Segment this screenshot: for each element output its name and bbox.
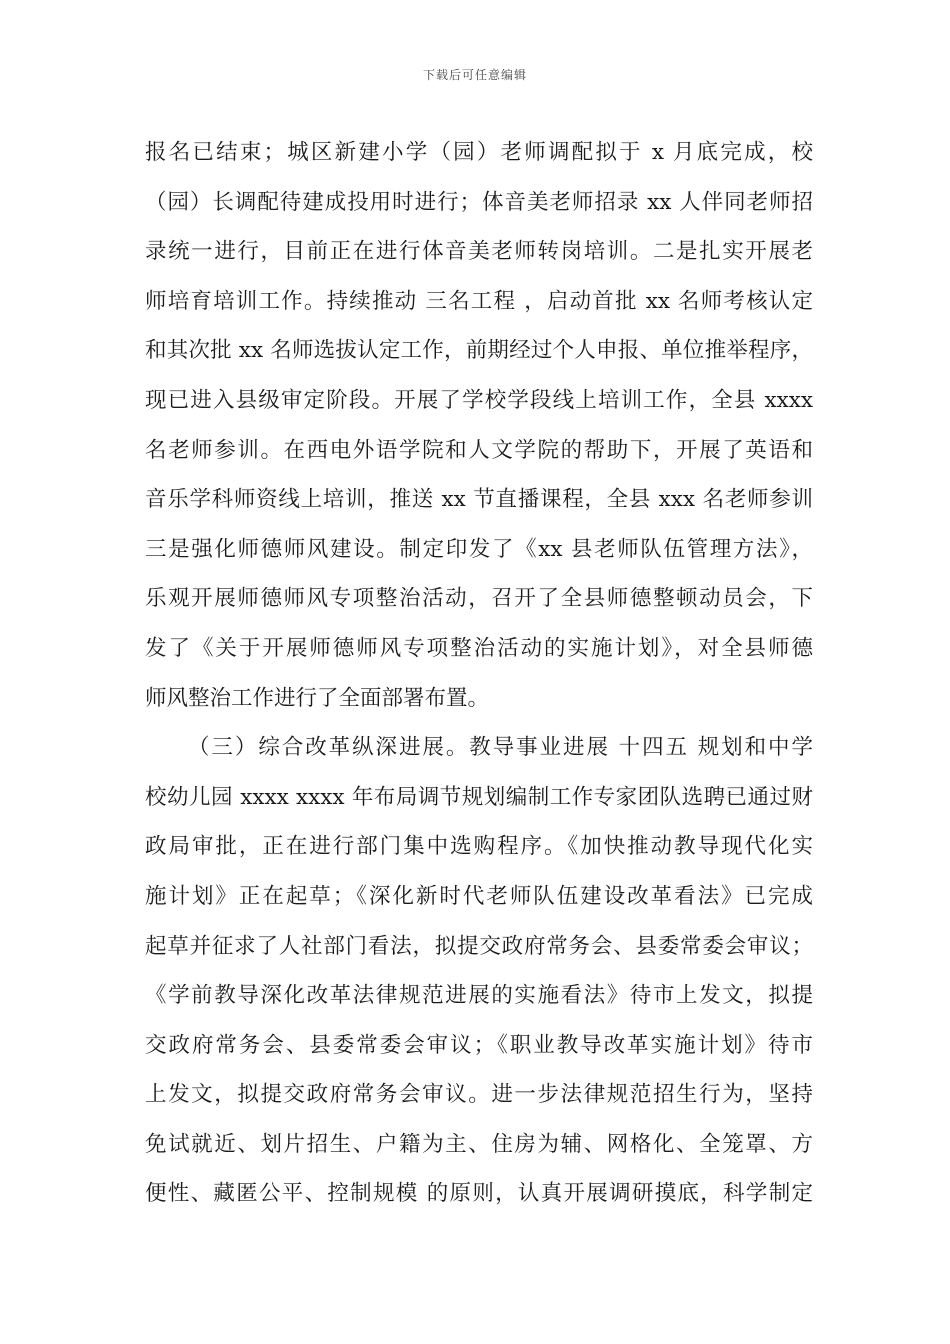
page-header: 下载后可任意编辑 — [422, 68, 527, 82]
body-line: 交政府常务会、县委常委会审议；《职业教导改革实施计划》待市 — [145, 1032, 813, 1058]
body-line: 上发文，拟提交政府常务会审议。进一步法律规范招生行为，坚持 — [145, 1082, 813, 1108]
body-line: 乐观开展师德师风专项整治活动，召开了全县师德整顿动员会，下 — [145, 586, 813, 612]
body-line: 名老师参训。在西电外语学院和人文学院的帮助下，开展了英语和 — [145, 437, 813, 463]
body-line: 三是强化师德师风建设。制定印发了《xx 县老师队伍管理方法》， — [145, 536, 813, 562]
body-line: （园）长调配待建成投用时进行；体音美老师招录 xx 人伴同老师招 — [145, 189, 813, 215]
document-body — [145, 128, 813, 1219]
body-line: 现已进入县级审定阶段。开展了学校学段线上培训工作，全县 xxxx — [145, 387, 813, 413]
body-line: （三）综合改革纵深进展。教导事业进展 十四五 规划和中学 — [188, 735, 813, 761]
body-line: 录统一进行，目前正在进行体音美老师转岗培训。二是扎实开展老 — [145, 239, 813, 265]
body-line: 和其次批 xx 名师选拔认定工作，前期经过个人申报、单位推举程序， — [145, 338, 813, 364]
body-line: 免试就近、划片招生、户籍为主、住房为辅、网格化、全笼罩、方 — [145, 1131, 813, 1157]
body-line: 音乐学科师资线上培训，推送 xx 节直播课程，全县 xxx 名老师参训 — [145, 487, 813, 513]
body-line: 报名已结束；城区新建小学（园）老师调配拟于 x 月底完成，校 — [145, 140, 813, 165]
body-line: 发了《关于开展师德师风专项整治活动的实施计划》，对全县师德 — [145, 635, 813, 661]
body-line: 《学前教导深化改革法律规范进展的实施看法》待市上发文，拟提 — [145, 983, 813, 1009]
body-line: 施计划》正在起草；《深化新时代老师队伍建设改革看法》已完成 — [145, 883, 813, 909]
body-line: 校幼儿园 xxxx xxxx 年布局调节规划编制工作专家团队选聘已通过财 — [145, 784, 813, 810]
body-line: 政局审批，正在进行部门集中选购程序。《加快推动教导现代化实 — [145, 834, 813, 860]
body-line: 师风整治工作进行了全面部署布置。 — [145, 685, 490, 711]
body-line: 起草并征求了人社部门看法，拟提交政府常务会、县委常委会审议； — [145, 933, 813, 959]
body-line: 便性、藏匿公平、控制规模 的原则，认真开展调研摸底，科学制定 — [145, 1181, 813, 1207]
body-line: 师培育培训工作。持续推动 三名工程 ，启动首批 xx 名师考核认定 — [145, 288, 813, 314]
